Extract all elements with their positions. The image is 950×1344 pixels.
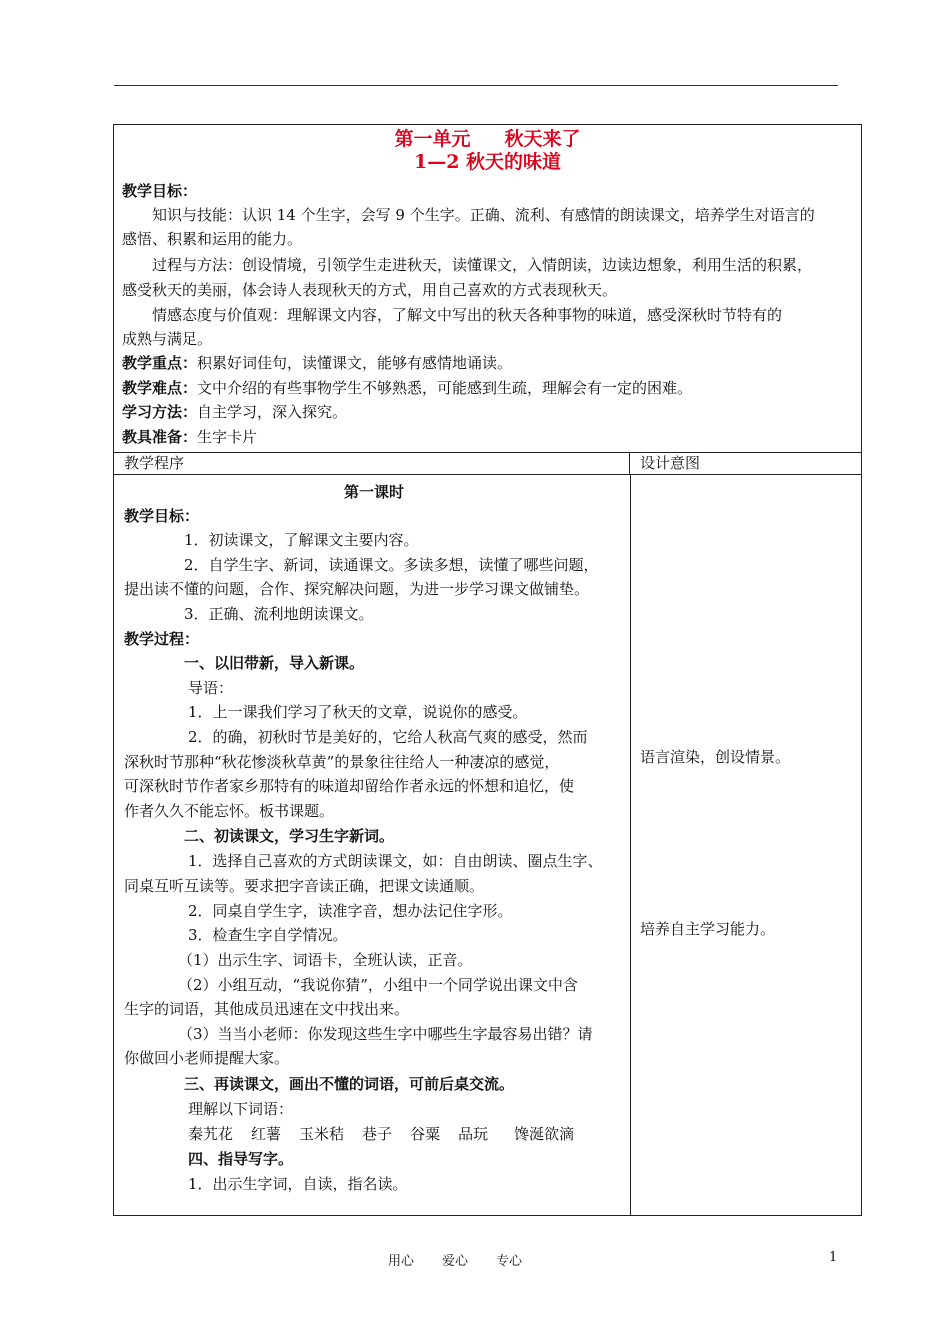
page-number: 1 <box>829 1250 838 1265</box>
session-goal-3: 3．正确、流利地朗读课文。 <box>184 605 374 623</box>
unit-title <box>114 128 861 150</box>
key-points-label: 教学重点： <box>122 354 198 372</box>
procedure-column-header: 教学程序 <box>114 452 630 475</box>
goal-knowledge-line-2: 感悟、积累和运用的能力。 <box>122 230 303 248</box>
session-goal-2-line-2: 提出读不懂的问题，合作、探究解决问题，为进一步学习课文做铺垫。 <box>124 580 590 598</box>
session-title: 第一课时 <box>343 483 404 501</box>
footer-word: 用心 <box>388 1254 415 1269</box>
column-divider <box>630 475 631 1215</box>
unit-theme: 秋天来了 <box>504 128 581 150</box>
design-note-1: 语言渲染，创设情景。 <box>640 748 791 766</box>
step-2-item-1-line-2: 同桌互听互读等。要求把字音读正确，把课文读通顺。 <box>124 877 485 895</box>
step-3-title: 三、再读课文，画出不懂的词语，可前后桌交流。 <box>184 1075 515 1093</box>
intro-label: 导语： <box>188 679 234 697</box>
tools-row <box>122 427 853 447</box>
session-goal-1: 1．初读课文，了解课文主要内容。 <box>184 531 419 549</box>
step-2-item-3: 3．检查生字自学情况。 <box>188 926 348 944</box>
tools-text: 生字卡片 <box>197 428 258 446</box>
vocab-word: 馋涎欲滴 <box>514 1125 575 1143</box>
unit-name: 第一单元 <box>394 128 471 150</box>
goal-emotion-line-1: 情感态度与价值观：理解课文内容，了解文中写出的秋天各种事物的味道，感受深秋时节特有的 <box>152 306 783 324</box>
goal-process-line-2: 感受秋天的美丽，体会诗人表现秋天的方式，用自己喜欢的方式表现秋天。 <box>122 281 618 299</box>
header-rule <box>114 85 838 86</box>
footer-word: 专心 <box>496 1254 523 1269</box>
key-points-row <box>122 353 853 373</box>
lesson-plan-table <box>113 124 862 1216</box>
vocab-list <box>188 1124 624 1144</box>
step-4-title: 四、指导写字。 <box>188 1150 294 1168</box>
vocab-word: 巷子 <box>362 1125 393 1143</box>
process-label: 教学过程： <box>124 630 200 648</box>
key-points-text: 积累好词佳句，读懂课文，能够有感情地诵读。 <box>197 354 513 372</box>
lesson-title: 1—2 秋天的味道 <box>413 151 562 173</box>
difficulty-row <box>122 378 853 398</box>
intro-2-line-1: 2．的确，初秋时节是美好的，它给人秋高气爽的感受，然而 <box>188 728 588 746</box>
step-2-item-3-3-line-1: （3）当当小老师：你发现这些生字中哪些生字最容易出错？请 <box>178 1025 593 1043</box>
goal-emotion-line-2: 成熟与满足。 <box>122 330 213 348</box>
vocab-word: 红薯 <box>251 1125 282 1143</box>
step-2-item-1-line-1: 1．选择自己喜欢的方式朗读课文，如：自由朗读、圈点生字、 <box>188 852 603 870</box>
overview-cell <box>114 125 861 453</box>
intro-2-line-4: 作者久久不能忘怀。板书课题。 <box>124 802 335 820</box>
vocab-label: 理解以下词语： <box>188 1100 294 1118</box>
method-label: 学习方法： <box>122 403 198 421</box>
step-2-item-3-2-line-2: 生字的词语，其他成员迅速在文中找出来。 <box>124 1000 410 1018</box>
step-1-title: 一、以旧带新，导入新课。 <box>184 654 365 672</box>
step-2-item-2: 2．同桌自学生字，读准字音，想办法记住字形。 <box>188 902 513 920</box>
procedure-cell <box>114 476 630 1215</box>
vocab-word: 玉米秸 <box>299 1125 345 1143</box>
vocab-word: 品玩 <box>458 1125 489 1143</box>
difficulty-text: 文中介绍的有些事物学生不够熟悉，可能感到生疏，理解会有一定的困难。 <box>197 379 693 397</box>
method-row <box>122 402 853 422</box>
footer-word: 爱心 <box>442 1254 469 1269</box>
session-goal-2-line-1: 2．自学生字、新词，读通课文。多读多想，读懂了哪些问题， <box>184 556 599 574</box>
intro-1: 1．上一课我们学习了秋天的文章，说说你的感受。 <box>188 703 528 721</box>
design-column-header: 设计意图 <box>630 452 861 475</box>
intro-2-line-2: 深秋时节那种“秋花惨淡秋草黄”的景象往往给人一种凄凉的感觉， <box>124 753 560 771</box>
session-goals-label: 教学目标： <box>124 507 200 525</box>
step-2-title: 二、初读课文，学习生字新词。 <box>184 827 395 845</box>
step-2-item-3-3-line-2: 你做回小老师提醒大家。 <box>124 1049 290 1067</box>
step-2-item-3-1: （1）出示生字、词语卡，全班认读，正音。 <box>178 951 473 969</box>
intro-2-line-3: 可深秋时节作者家乡那特有的味道却留给作者永远的怀想和追忆，使 <box>124 777 575 795</box>
step-2-item-3-2-line-1: （2）小组互动，“我说你猜”，小组中一个同学说出课文中含 <box>178 976 578 994</box>
goal-knowledge-line-1: 知识与技能：认识 14 个生字，会写 9 个生字。正确、流利、有感情的朗读课文，培养学生对语言的 <box>152 206 815 224</box>
difficulty-label: 教学难点： <box>122 379 198 397</box>
goal-process-line-1: 过程与方法：创设情境，引领学生走进秋天，读懂课文，入情朗读，边读边想象，利用生活的积累， <box>152 256 813 274</box>
step-4-item-1: 1．出示生字词，自读，指名读。 <box>188 1175 408 1193</box>
vocab-word: 谷粟 <box>410 1125 441 1143</box>
design-note-2: 培养自主学习能力。 <box>640 920 776 938</box>
tools-label: 教具准备： <box>122 428 198 446</box>
footer-motto <box>388 1250 522 1269</box>
method-text: 自主学习，深入探究。 <box>197 403 348 421</box>
vocab-word: 秦艽花 <box>188 1125 234 1143</box>
goals-label: 教学目标： <box>122 182 198 200</box>
